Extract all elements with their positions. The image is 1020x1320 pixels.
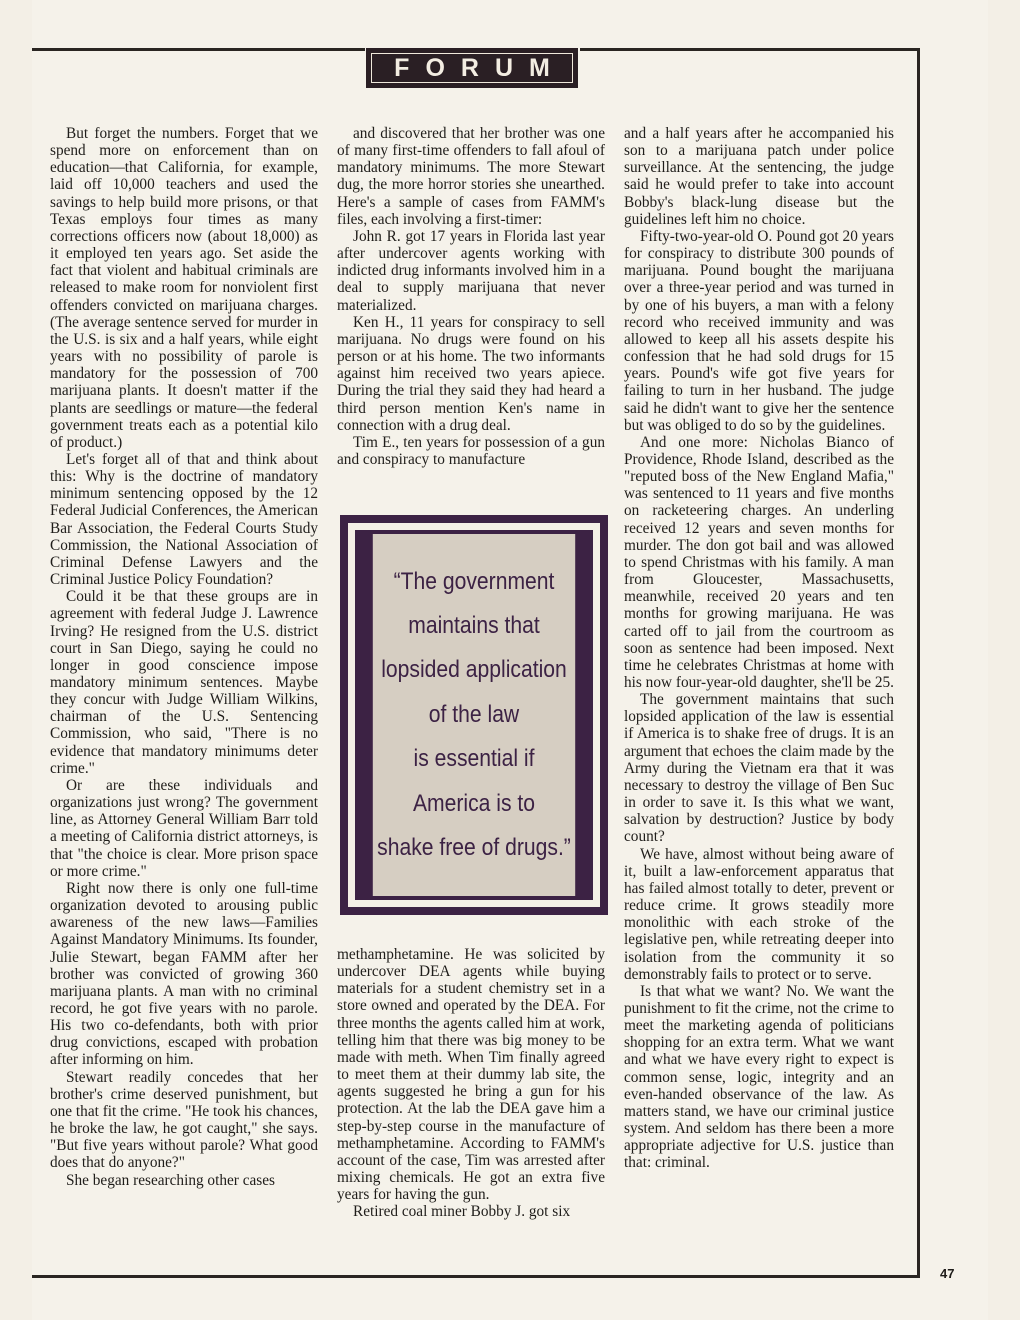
frame-rule-bottom — [32, 1275, 920, 1278]
paragraph: methamphetamine. He was solicited by undercover DEA agents while buying materials for a student chemistry set in a store owned and operated by the DEA. For three months the agents called him at work, telling him that there was big money to be made with meth. When Tim finally agreed to meet them at their dummy lab site, the agents suggested he bring a gun for his protection. At the lab the DEA gave him a step-by-step course in the manufacture of methamphetamine. According to FAMM's account of the case, Tim was arrested after mixing chemicals. He got an extra five years for having the gun. — [337, 946, 605, 1204]
pull-quote-line: is essential if — [413, 745, 535, 773]
article-column-2-bottom — [337, 946, 605, 1221]
paragraph: Fifty-two-year-old O. Pound got 20 years for conspiracy to distribute 300 pounds of marijuana. Pound bought the marijuana over a three-year period and was turned in by one of his buyers, a man with a felony record who received immunity and was allowed to keep all his assets despite his confession that he had sold drugs for 15 years. Pound's wife got five years for failing to turn in her husband. The judge said he didn't want to give her the sentence but was obliged to do so by the guidelines. — [624, 227, 894, 434]
paragraph: The government maintains that such lopsided application of the law is essential if America is to shake free of drugs. It is an argument that echoes the claim made by the Army during the Vietnam era that it was necessary to destroy the village of Ben Suc in order to save it. Is this what we want, salvation by destruction? Justice by body count? — [624, 691, 894, 846]
pull-quote-line: shake free of drugs.” — [377, 834, 571, 862]
pull-quote-box — [340, 515, 608, 915]
pull-quote-line: of the law — [428, 700, 520, 728]
section-header — [366, 48, 578, 88]
paragraph: Right now there is only one full-time organization devoted to arousing public awareness of the new laws—Families Against Mandatory Minimums. Its founder, Julie Stewart, began FAMM after her brother was convicted of growing 360 marijuana plants. A man with no criminal record, he got five years with no parole. His two co-defendants, both with prior drug convictions, escaped with probation after informing on him. — [50, 879, 318, 1069]
paragraph: And one more: Nicholas Bianco of Providence, Rhode Island, described as the "reputed boss of the New England Mafia," was sentenced to 11 years and five months on racketeering charges. An underling received 12 years and seven months for murder. The don got bail and was allowed to spend Christmas with his family. A man from Gloucester, Massachusetts, meanwhile, received 20 years and ten months for growing marijuana. He was carted off to jail from the courtroom as soon as sentence had been imposed. Next time he celebrates Christmas at home with his now four-year-old daughter, she'll be 25. — [624, 433, 895, 691]
article-column-2-top — [337, 125, 605, 468]
frame-rule-right — [917, 48, 920, 1278]
paragraph: She began researching other cases — [66, 1171, 275, 1189]
section-label: FORUM — [371, 53, 573, 83]
pull-quote-line: maintains that — [408, 611, 540, 639]
pull-quote-text — [373, 534, 575, 896]
article-column-1 — [50, 125, 318, 1189]
paragraph: But forget the numbers. Forget that we spend more on enforcement than on education—that California, for example, laid off 10,000 teachers and used the savings to help build more prisons, or that Texas employs four times as many corrections officers now (about 18,000) as it employed ten years ago. Set aside the fact that violent and habitual criminals are released to make room for nonviolent first offenders convicted on marijuana charges. (The average sentence served for murder in the U.S. is six and a half years, while eight years with no possibility of parole is mandatory for the possession of 700 marijuana plants. It doesn't matter if the plants are seedlings or mature—the federal government treats each as a potential kilo of product.) — [50, 125, 318, 451]
paragraph: Ken H., 11 years for conspiracy to sell marijuana. No drugs were found on his person or at his home. The two informants against him received two years apiece. During the trial they said they had heard a third person mention Ken's name in connection with a drug deal. — [337, 313, 605, 434]
paragraph: Let's forget all of that and think about this: Why is the doctrine of mandatory minimum sentencing opposed by the 12 Federal Judicial Conferences, the American Bar Association, the Federal Courts Study Commission, the National Association of Criminal Defense Lawyers and the Criminal Justice Policy Foundation? — [50, 450, 318, 589]
paragraph: Could it be that these groups are in agreement with federal Judge J. Lawrence Irving? He resigned from the U.S. district court in San Diego, saying he could no longer in good conscience impose mandatory minimum sentences. Maybe they concur with Judge William Wilkins, chairman of the U.S. Sentencing Commission, who said, "There is no evidence that mandatory minimums deter crime." — [50, 588, 318, 777]
frame-rule-top-right — [580, 48, 920, 51]
frame-rule-top-left — [32, 48, 365, 51]
page-number: 47 — [940, 1266, 955, 1281]
paragraph: Tim E., ten years for possession of a gun and conspiracy to manufacture — [337, 433, 605, 468]
paragraph: Or are these individuals and organizations just wrong? The government line, as Attorney General William Barr told a meeting of California district attorneys, is that "the choice is clear. More prison space or more crime." — [50, 776, 318, 880]
article-column-3 — [624, 125, 894, 1172]
paragraph: and discovered that her brother was one of many first-time offenders to fall afoul of mandatory minimums. The more Stewart dug, the more horror stories she unearthed. Here's a sample of cases from FAMM's files, each involving a first-timer: — [337, 125, 605, 228]
paragraph: We have, almost without being aware of it, built a law-enforcement apparatus that has failed almost totally to deter, prevent or reduce crime. It grows steadily more monolithic with each stroke of the legislative pen, while retreating deeper into isolation from the community it so demonstrably fails to protect or to serve. — [624, 845, 894, 983]
pull-quote-line: “The government — [393, 567, 555, 595]
paragraph: Retired coal miner Bobby J. got six — [353, 1203, 571, 1221]
pull-quote-line: lopsided application — [381, 656, 567, 684]
paragraph: and a half years after he accompanied his son to a marijuana patch under police surveillance. At the sentencing, the judge said he would prefer to take into account Bobby's black-lung disease but the guidelines left him no choice. — [624, 125, 894, 228]
pull-quote-line: America is to — [412, 789, 536, 817]
paragraph: Stewart readily concedes that her brother's crime deserved punishment, but one that fit the crime. "He took his chances, he broke the law, he got caught," she says. "But five years without parole? What good does that do anyone?" — [50, 1068, 318, 1172]
paragraph: Is that what we want? No. We want the punishment to fit the crime, not the crime to meet the marketing agenda of politicians shopping for an extra term. What we want and what we have every right to expect is common sense, logic, integrity and an even-handed observance of the law. As matters stand, we have our criminal justice system. And seldom has there been a more appropriate adjective for U.S. justice than that: criminal. — [624, 982, 894, 1172]
paragraph: John R. got 17 years in Florida last year after undercover agents working with indicted drug informants involved him in a deal to supply marijuana that never materialized. — [337, 227, 605, 314]
